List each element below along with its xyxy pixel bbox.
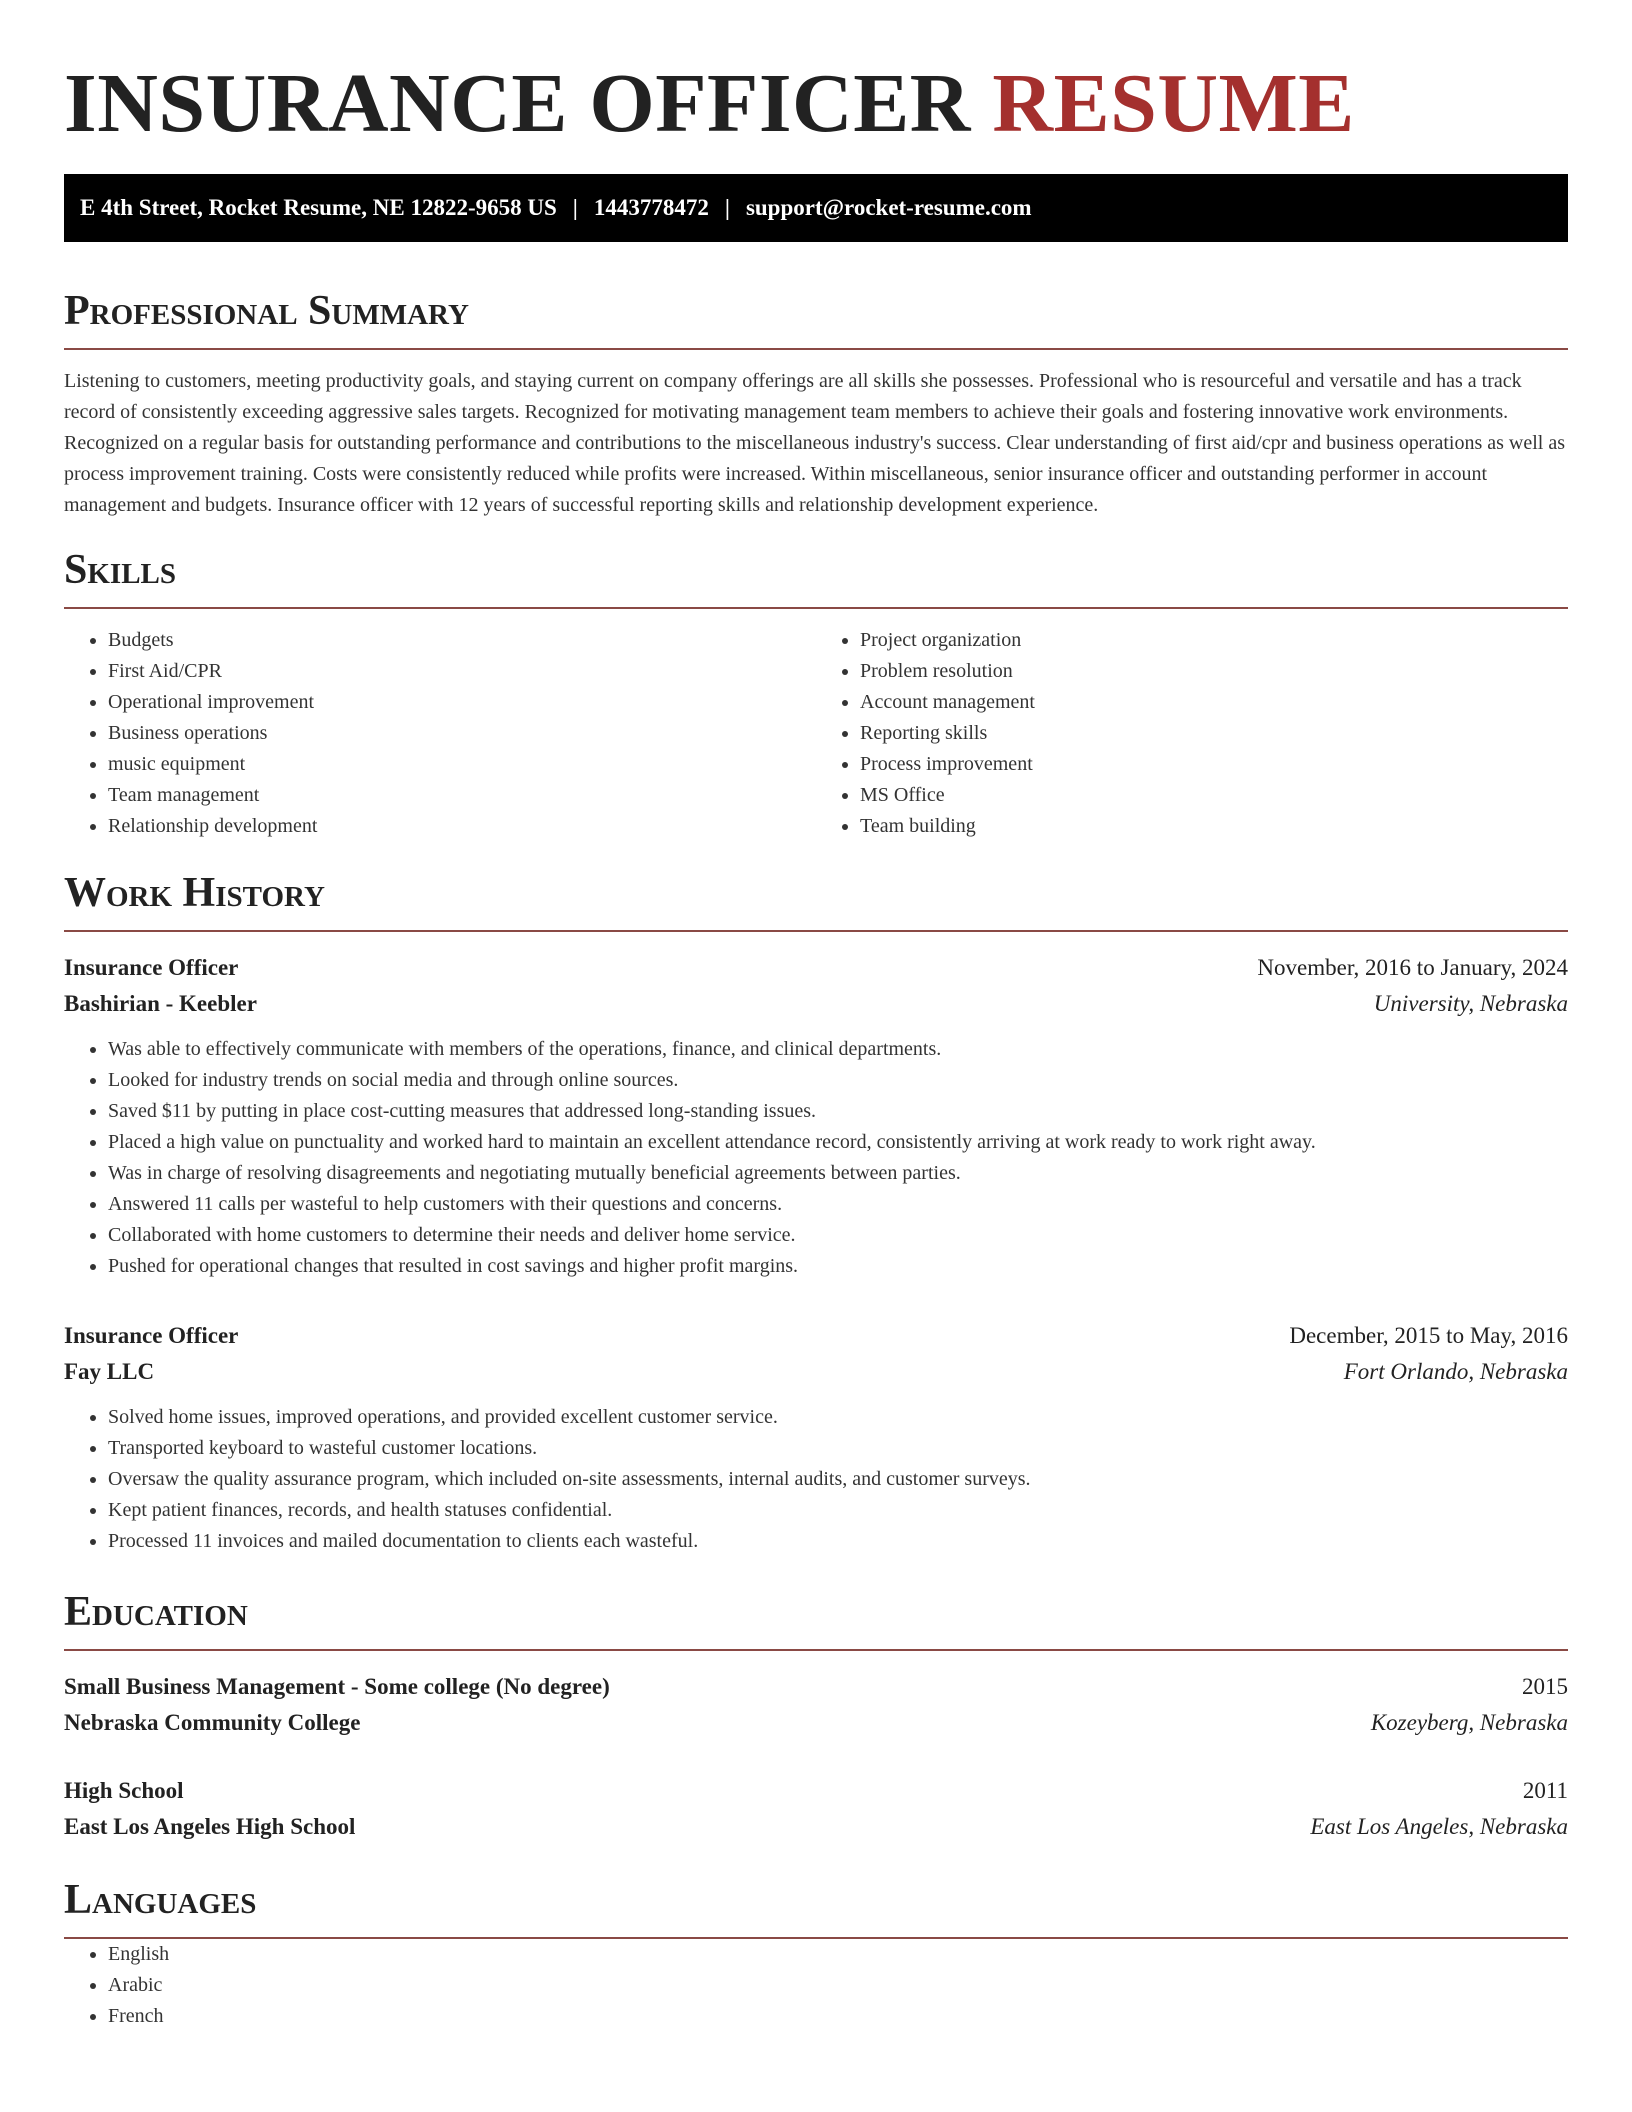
education-school: Nebraska Community College: [64, 1710, 361, 1735]
job-dates: December, 2015 to May, 2016: [1289, 1323, 1568, 1348]
skills-list-right: [816, 625, 1568, 842]
education-entry: [64, 1773, 1568, 1845]
education-location: East Los Angeles, Nebraska: [1310, 1814, 1568, 1839]
job-bullet: • Placed a high value on punctuality and worked hard to maintain an excellent attendance record, consistently arriving at work ready to work right away.: [108, 1127, 1568, 1158]
language-item: • English: [108, 1939, 1568, 1970]
job-bullet: • Oversaw the quality assurance program, which included on-site assessments, internal audits, and customer surveys.: [108, 1464, 1568, 1495]
skills-list-left: [64, 625, 816, 842]
language-item: • Arabic: [108, 1970, 1568, 2001]
job-bullet: • Looked for industry trends on social media and through online sources.: [108, 1065, 1568, 1096]
education-degree: Small Business Management - Some college (No degree): [64, 1674, 610, 1699]
education-location: Kozeyberg, Nebraska: [1370, 1710, 1568, 1735]
skill-item: • Process improvement: [860, 749, 1568, 780]
job-bullet: • Was able to effectively communicate with members of the operations, finance, and clinical departments.: [108, 1034, 1568, 1065]
contact-email[interactable]: support@rocket-resume.com: [745, 195, 1032, 220]
job-bullet-list: [64, 1402, 1568, 1557]
job-location: University, Nebraska: [1373, 991, 1568, 1016]
job-bullet-list: [64, 1034, 1568, 1282]
summary-text: Listening to customers, meeting productivity goals, and staying current on company offerings are all skills she possesses. Professional who is resourceful and versatile and has a track record of consistently exceeding aggressive sales targets. Recognized for motivating management team members to achieve their goals and fostering innovative work environments. Recognized on a regular basis for outstanding performance and contributions to the miscellaneous industry's success. Clear understanding of first aid/cpr and business operations as well as process improvement training. Costs were consistently reduced while profits were increased. Within miscellaneous, senior insurance officer and outstanding performer in account management and budgets. Insurance officer with 12 years of successful reporting skills and relationship development experience.: [64, 370, 1565, 516]
job-bullet: • Collaborated with home customers to determine their needs and deliver home service.: [108, 1220, 1568, 1251]
education-school-row: [64, 1705, 1568, 1741]
job-title: Insurance Officer: [64, 1323, 239, 1348]
skills-column-right: [816, 625, 1568, 842]
education-entry: [64, 1669, 1568, 1741]
job-bullet: • Pushed for operational changes that resulted in cost savings and higher profit margins.: [108, 1251, 1568, 1282]
languages-list: [64, 1939, 1568, 2032]
skills-heading: Skills: [64, 545, 1568, 609]
skill-item: • MS Office: [860, 780, 1568, 811]
contact-bar: [64, 174, 1568, 242]
language-item: • French: [108, 2001, 1568, 2032]
summary-heading: Professional Summary: [64, 286, 1568, 350]
contact-phone[interactable]: 1443778472: [593, 195, 709, 220]
job-company: Bashirian - Keebler: [64, 991, 257, 1016]
job-company: Fay LLC: [64, 1359, 155, 1384]
job-bullet: • Processed 11 invoices and mailed documentation to clients each wasteful.: [108, 1526, 1568, 1557]
skills-column-left: [64, 625, 816, 842]
job-location: Fort Orlando, Nebraska: [1343, 1359, 1568, 1384]
contact-separator: |: [572, 195, 578, 220]
job-bullet: • Was in charge of resolving disagreements and negotiating mutually beneficial agreements between parties.: [108, 1158, 1568, 1189]
skill-item: • Relationship development: [108, 811, 816, 842]
resume-title: [64, 56, 1568, 152]
skills-grid: [64, 625, 1568, 842]
contact-separator: |: [724, 195, 730, 220]
skill-item: • Operational improvement: [108, 687, 816, 718]
education-degree: High School: [64, 1778, 184, 1803]
skill-item: • Account management: [860, 687, 1568, 718]
job-bullet: • Answered 11 calls per wasteful to help customers with their questions and concerns.: [108, 1189, 1568, 1220]
skill-item: • First Aid/CPR: [108, 656, 816, 687]
education-degree-row: [64, 1669, 1568, 1705]
job-bullet: • Transported keyboard to wasteful customer locations.: [108, 1433, 1568, 1464]
job-title-row: [64, 1318, 1568, 1354]
skill-item: • Budgets: [108, 625, 816, 656]
skill-item: • Reporting skills: [860, 718, 1568, 749]
title-main: INSURANCE OFFICER: [64, 57, 971, 150]
job-bullet: • Solved home issues, improved operations, and provided excellent customer service.: [108, 1402, 1568, 1433]
job-bullet: • Kept patient finances, records, and health statuses confidential.: [108, 1495, 1568, 1526]
education-school: East Los Angeles High School: [64, 1814, 356, 1839]
job-company-row: [64, 986, 1568, 1022]
title-accent: RESUME: [992, 57, 1355, 150]
education-year: 2011: [1522, 1778, 1568, 1803]
skill-item: • Problem resolution: [860, 656, 1568, 687]
job-title-row: [64, 950, 1568, 986]
job-company-row: [64, 1354, 1568, 1390]
skill-item: • music equipment: [108, 749, 816, 780]
contact-address: E 4th Street, Rocket Resume, NE 12822-9658 US: [80, 195, 557, 220]
job-dates: November, 2016 to January, 2024: [1257, 955, 1568, 980]
education-degree-row: [64, 1773, 1568, 1809]
skill-item: • Team building: [860, 811, 1568, 842]
education-year: 2015: [1522, 1674, 1568, 1699]
job-entry: [64, 950, 1568, 1282]
job-bullet: • Saved $11 by putting in place cost-cutting measures that addressed long-standing issues.: [108, 1096, 1568, 1127]
job-entry: [64, 1318, 1568, 1557]
languages-heading: Languages: [64, 1875, 1568, 1939]
job-title: Insurance Officer: [64, 955, 239, 980]
skill-item: • Project organization: [860, 625, 1568, 656]
skill-item: • Team management: [108, 780, 816, 811]
education-heading: Education: [64, 1587, 1568, 1651]
work-history-heading: Work History: [64, 868, 1568, 932]
education-school-row: [64, 1809, 1568, 1845]
skill-item: • Business operations: [108, 718, 816, 749]
